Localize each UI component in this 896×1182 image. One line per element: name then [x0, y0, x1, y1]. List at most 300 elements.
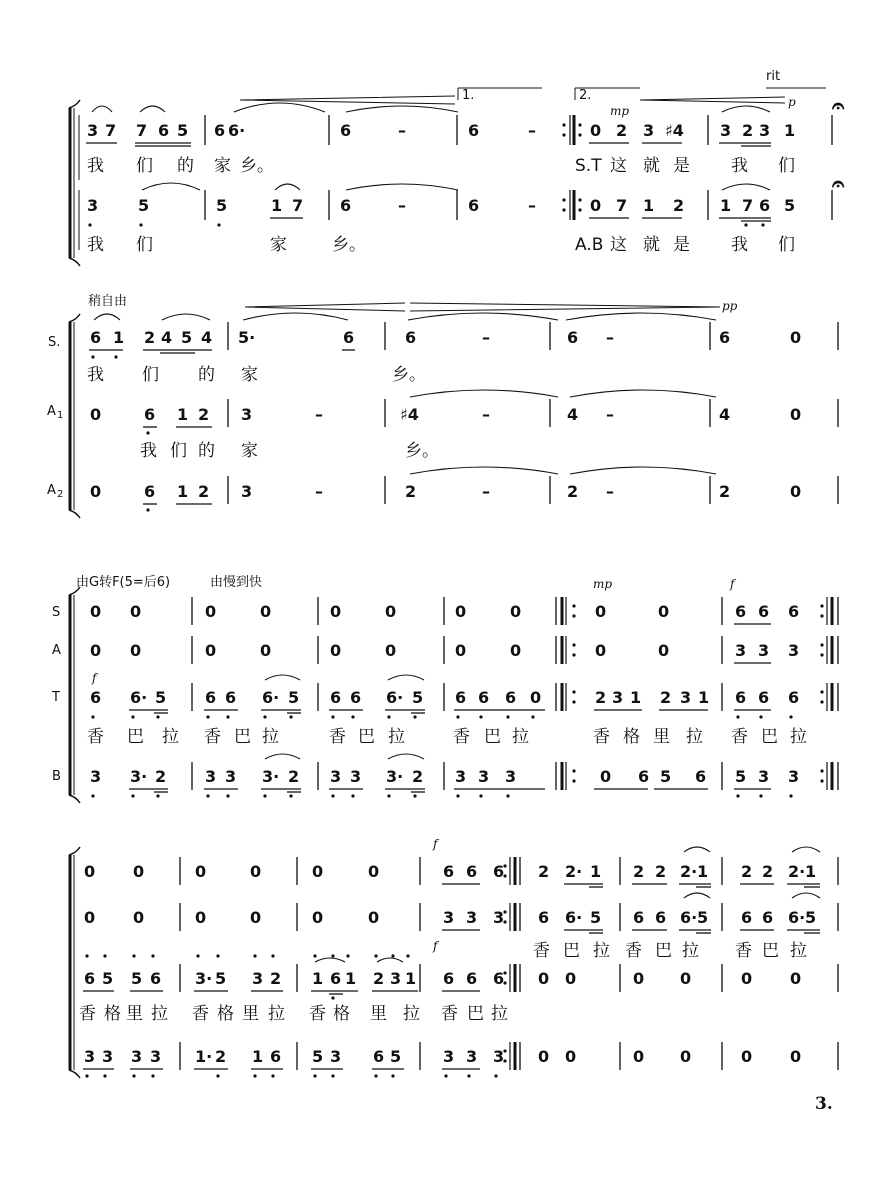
jianpu-note: 6·	[386, 688, 404, 707]
octave-dot	[289, 715, 292, 718]
jianpu-note: 3	[612, 688, 624, 707]
jianpu-note: 0	[130, 641, 142, 660]
octave-dot	[91, 715, 94, 718]
jianpu-note: 2·	[680, 862, 698, 881]
octave-dot	[789, 715, 792, 718]
octave-dot	[331, 954, 334, 957]
repeat-dot	[578, 133, 581, 136]
lyric-char: 家	[270, 235, 287, 255]
jianpu-note: 6	[373, 1047, 385, 1066]
jianpu-note: 3	[205, 767, 217, 786]
slur	[684, 847, 710, 852]
jianpu-note: 5	[390, 1047, 402, 1066]
jianpu-note: ♯4	[400, 405, 419, 424]
lyric-char: 乡。	[405, 441, 439, 461]
jianpu-note: 0	[510, 602, 522, 621]
jianpu-note: 6·	[680, 908, 698, 927]
repeat-dot	[562, 123, 565, 126]
repeat-dot	[572, 604, 575, 607]
lyric-char: 们	[778, 235, 795, 255]
lyric-char: 拉	[388, 727, 405, 747]
jianpu-note: 0	[538, 969, 550, 988]
lyric-char: 香	[329, 727, 346, 747]
octave-dot	[331, 715, 334, 718]
jianpu-note: 3	[87, 121, 99, 140]
lyric-char: 拉	[790, 941, 807, 961]
jianpu-note: 0	[455, 602, 467, 621]
bracket-hook	[69, 510, 80, 518]
jianpu-note: 0	[133, 862, 145, 881]
jianpu-note: 5	[590, 908, 602, 927]
jianpu-note: 6	[443, 969, 455, 988]
octave-dot	[88, 223, 91, 226]
jianpu-note: –	[528, 196, 536, 215]
jianpu-note: 3	[225, 767, 237, 786]
jianpu-note: 0	[84, 862, 96, 881]
octave-dot	[736, 794, 739, 797]
octave-dot	[406, 954, 409, 957]
jianpu-note: –	[482, 482, 490, 501]
jianpu-note: 3	[788, 641, 800, 660]
slur	[94, 314, 120, 320]
decrescendo-hairpin	[410, 303, 720, 311]
tie	[570, 390, 716, 397]
lyric-char: 们	[142, 365, 159, 385]
jianpu-note: 7	[136, 121, 148, 140]
slur	[388, 675, 424, 680]
jianpu-note: 3	[443, 1047, 455, 1066]
lyric-char: 家	[241, 441, 258, 461]
lyric-char: 巴	[655, 941, 672, 961]
lyric-char: 拉	[682, 941, 699, 961]
octave-dot	[313, 954, 316, 957]
jianpu-note: 6	[466, 862, 478, 881]
slur	[722, 106, 770, 112]
octave-dot	[374, 1074, 377, 1077]
octave-dot	[263, 715, 266, 718]
jianpu-note: 6·	[228, 121, 246, 140]
lyric-char: S.T	[575, 156, 602, 176]
lyric-char: 里	[126, 1004, 143, 1024]
octave-dot	[387, 794, 390, 797]
slur	[792, 847, 820, 852]
jianpu-note: 3	[735, 641, 747, 660]
repeat-dot	[562, 133, 565, 136]
slur	[388, 754, 424, 759]
lyric-char: 格	[217, 1004, 234, 1024]
lyric-char: 的	[198, 441, 215, 461]
jianpu-note: 0	[658, 641, 670, 660]
lyric-char: 巴	[127, 727, 144, 747]
lyric-char: 就	[643, 156, 660, 176]
jianpu-note: 0	[195, 862, 207, 881]
crescendo-hairpin	[640, 97, 785, 103]
jianpu-note: 1	[590, 862, 602, 881]
jianpu-note: 5	[288, 688, 300, 707]
jianpu-note: 2·	[788, 862, 806, 881]
jianpu-note: 6	[150, 969, 162, 988]
octave-dot	[253, 954, 256, 957]
lyric-char: 就	[643, 235, 660, 255]
lyric-char: 我	[87, 235, 104, 255]
jianpu-note: 6	[633, 908, 645, 927]
octave-dot	[374, 954, 377, 957]
jianpu-note: 6	[443, 862, 455, 881]
jianpu-note: 6	[144, 405, 156, 424]
jianpu-note: 4	[567, 405, 579, 424]
repeat-dot	[820, 779, 823, 782]
jianpu-note: 0	[250, 862, 262, 881]
jianpu-note: 6·	[565, 908, 583, 927]
lyric-char: 香	[453, 727, 470, 747]
lyric-char: 这	[610, 156, 627, 176]
jianpu-note: 6	[214, 121, 226, 140]
octave-dot	[506, 794, 509, 797]
lyric-char: 香	[204, 727, 221, 747]
repeat-dot	[572, 614, 575, 617]
jianpu-note: 2	[595, 688, 607, 707]
dynamic-f: f	[730, 577, 735, 591]
jianpu-note: 3	[466, 1047, 478, 1066]
jianpu-note: 7	[292, 196, 304, 215]
jianpu-note: 2	[270, 969, 282, 988]
jianpu-note: 1	[177, 405, 189, 424]
jianpu-note: 0	[312, 908, 324, 927]
jianpu-note: 3	[505, 767, 517, 786]
jianpu-note: 3·	[386, 767, 404, 786]
jianpu-note: 6	[205, 688, 217, 707]
jianpu-note: 0	[680, 1047, 692, 1066]
jianpu-note: 0	[530, 688, 542, 707]
jianpu-note: 0	[330, 602, 342, 621]
lyric-char: 这	[610, 235, 627, 255]
repeat-dot	[578, 123, 581, 126]
lyric-char: 拉	[593, 941, 610, 961]
jianpu-note: 5	[215, 969, 227, 988]
jianpu-note: 0	[312, 862, 324, 881]
jianpu-note: 0	[741, 969, 753, 988]
octave-dot	[132, 1074, 135, 1077]
octave-dot	[744, 223, 747, 226]
jianpu-note: 6	[158, 121, 170, 140]
jianpu-note: 6	[758, 688, 770, 707]
octave-dot	[271, 954, 274, 957]
lyric-char: 格	[333, 1004, 350, 1024]
octave-dot	[313, 1074, 316, 1077]
jianpu-note: 0	[205, 602, 217, 621]
jianpu-note: 0	[260, 641, 272, 660]
jianpu-note: 6	[340, 196, 352, 215]
octave-dot	[531, 715, 534, 718]
tie	[142, 183, 200, 190]
jianpu-note: 2	[741, 862, 753, 881]
jianpu-note: 6	[340, 121, 352, 140]
jianpu-note: 5	[412, 688, 424, 707]
bracket-hook	[69, 1070, 80, 1078]
jianpu-note: 1	[697, 862, 709, 881]
jianpu-note: 3·	[195, 969, 213, 988]
jianpu-note: 6	[90, 328, 102, 347]
repeat-dot	[572, 779, 575, 782]
jianpu-note: 6	[468, 121, 480, 140]
jianpu-note: 2	[288, 767, 300, 786]
jianpu-note: –	[482, 405, 490, 424]
jianpu-note: 6	[84, 969, 96, 988]
octave-dot	[759, 794, 762, 797]
octave-dot	[217, 223, 220, 226]
octave-dot	[253, 1074, 256, 1077]
slur	[140, 106, 165, 112]
octave-dot	[156, 715, 159, 718]
repeat-dot	[820, 614, 823, 617]
bracket-hook	[69, 100, 80, 108]
octave-dot	[156, 794, 159, 797]
jianpu-note: 1	[805, 862, 817, 881]
jianpu-note: –	[398, 196, 406, 215]
lyric-char: 香	[735, 941, 752, 961]
lyric-char: 巴	[761, 727, 778, 747]
dynamic-mp: mp	[610, 104, 630, 118]
octave-dot	[91, 355, 94, 358]
jianpu-note: 0	[790, 1047, 802, 1066]
dynamic-f: f	[92, 671, 97, 685]
jianpu-note: 2	[538, 862, 550, 881]
octave-dot	[85, 1074, 88, 1077]
jianpu-note: 7	[616, 196, 628, 215]
jianpu-note: 0	[260, 602, 272, 621]
slur	[265, 754, 300, 759]
octave-dot	[206, 794, 209, 797]
jianpu-note: 1	[405, 969, 417, 988]
lyric-char: 乡。	[240, 156, 274, 176]
jianpu-note: 3	[455, 767, 467, 786]
jianpu-note: 2	[719, 482, 731, 501]
lyric-char: 拉	[268, 1004, 285, 1024]
jianpu-note: 5	[660, 767, 672, 786]
repeat-dot	[562, 198, 565, 201]
octave-dot	[132, 954, 135, 957]
jianpu-note: 1	[630, 688, 642, 707]
jianpu-note: 5	[312, 1047, 324, 1066]
dynamic-f: f	[433, 939, 438, 953]
lyric-char: 里	[370, 1004, 387, 1024]
jianpu-note: 2	[405, 482, 417, 501]
jianpu-note: 5	[177, 121, 189, 140]
jianpu-note: 5	[805, 908, 817, 927]
jianpu-note: 0	[130, 602, 142, 621]
jianpu-note: 3	[241, 482, 253, 501]
jianpu-note: 2	[762, 862, 774, 881]
lyric-char: 香	[625, 941, 642, 961]
slur	[275, 184, 300, 190]
octave-dot	[351, 794, 354, 797]
slur	[722, 184, 770, 190]
jianpu-note: 6	[493, 862, 505, 881]
jianpu-note: 6	[638, 767, 650, 786]
lyric-char: 巴	[234, 727, 251, 747]
octave-dot	[151, 1074, 154, 1077]
jianpu-note: 3·	[262, 767, 280, 786]
jianpu-note: 6	[405, 328, 417, 347]
jianpu-note: 0	[455, 641, 467, 660]
octave-dot	[467, 1074, 470, 1077]
jianpu-note: 2	[144, 328, 156, 347]
repeat-dot	[820, 653, 823, 656]
jianpu-note: 0	[368, 862, 380, 881]
jianpu-note: 3	[680, 688, 692, 707]
jianpu-note: 6	[90, 688, 102, 707]
voice-label-s: S.	[48, 335, 61, 350]
volta-1-label: 1.	[462, 88, 475, 103]
jianpu-note: 3	[720, 121, 732, 140]
slur	[162, 314, 210, 320]
jianpu-note: 0	[600, 767, 612, 786]
jianpu-note: 3	[493, 1047, 505, 1066]
tie	[408, 313, 558, 320]
jianpu-note: 6	[719, 328, 731, 347]
repeat-dot	[820, 700, 823, 703]
jianpu-note: –	[528, 121, 536, 140]
jianpu-note: 6	[567, 328, 579, 347]
voice-label-a2-sub: 2	[57, 489, 64, 500]
repeat-dot	[578, 198, 581, 201]
lyric-char: 巴	[563, 941, 580, 961]
slur	[265, 675, 300, 680]
jianpu-note: 3	[493, 908, 505, 927]
fermata-icon: 𝄐	[832, 172, 845, 197]
lyric-char: 巴	[358, 727, 375, 747]
jianpu-note: 0	[595, 602, 607, 621]
jianpu-note: 0	[510, 641, 522, 660]
jianpu-note: 2	[567, 482, 579, 501]
jianpu-note: 3	[390, 969, 402, 988]
lyric-char: 乡。	[392, 365, 426, 385]
jianpu-note: 3	[90, 767, 102, 786]
dynamic-mp: mp	[593, 577, 613, 591]
jianpu-note: 6	[759, 196, 771, 215]
jianpu-note: 0	[250, 908, 262, 927]
slur	[792, 893, 820, 898]
lyric-char: 是	[673, 235, 690, 255]
jianpu-note: 6	[538, 908, 550, 927]
jianpu-note: 0	[385, 602, 397, 621]
jianpu-note: 2	[198, 482, 210, 501]
jianpu-note: 1	[271, 196, 283, 215]
octave-dot	[351, 715, 354, 718]
jianpu-note: 0	[90, 482, 102, 501]
jianpu-note: 1	[113, 328, 125, 347]
jianpu-note: 5	[697, 908, 709, 927]
jianpu-note: 3	[759, 121, 771, 140]
octave-dot	[103, 1074, 106, 1077]
jianpu-note: 6	[466, 969, 478, 988]
jianpu-note: 2	[616, 121, 628, 140]
jianpu-note: 2·	[565, 862, 583, 881]
lyric-char: 们	[170, 441, 187, 461]
jianpu-note: 2	[660, 688, 672, 707]
octave-dot	[331, 1074, 334, 1077]
tie	[410, 390, 558, 397]
jianpu-note: 0	[790, 969, 802, 988]
jianpu-note: 0	[741, 1047, 753, 1066]
octave-dot	[331, 996, 334, 999]
octave-dot	[289, 794, 292, 797]
jianpu-note: 3	[350, 767, 362, 786]
octave-dot	[216, 954, 219, 957]
voice-label-a2: A	[47, 483, 56, 498]
jianpu-note: –	[606, 328, 614, 347]
lyric-char: 我	[731, 235, 748, 255]
jianpu-note: –	[482, 328, 490, 347]
jianpu-note: 5	[216, 196, 228, 215]
jianpu-note: 0	[790, 405, 802, 424]
jianpu-note: 6	[330, 969, 342, 988]
repeat-dot	[572, 690, 575, 693]
jianpu-note: 6	[455, 688, 467, 707]
jianpu-note: 2	[412, 767, 424, 786]
octave-dot	[494, 1074, 497, 1077]
lyric-char: 家	[241, 365, 258, 385]
jianpu-note: 1	[720, 196, 732, 215]
jianpu-note: 6	[505, 688, 517, 707]
bracket-hook	[69, 258, 80, 266]
jianpu-note: 0	[790, 328, 802, 347]
jianpu-note: 3	[443, 908, 455, 927]
octave-dot	[506, 715, 509, 718]
bracket-hook	[69, 314, 80, 322]
jianpu-note: –	[398, 121, 406, 140]
octave-dot	[196, 954, 199, 957]
jianpu-note: –	[606, 405, 614, 424]
jianpu-note: 3	[330, 767, 342, 786]
voice-label-a1-sub: 1	[57, 410, 64, 421]
octave-dot	[413, 794, 416, 797]
octave-dot	[226, 715, 229, 718]
jianpu-note: 2	[673, 196, 685, 215]
jianpu-note: 0	[90, 602, 102, 621]
tie	[243, 313, 348, 320]
jianpu-note: 5	[181, 328, 193, 347]
repeat-dot	[578, 208, 581, 211]
octave-dot	[479, 715, 482, 718]
octave-dot	[444, 1074, 447, 1077]
repeat-dot	[562, 208, 565, 211]
jianpu-note: 6	[350, 688, 362, 707]
lyric-char: 拉	[790, 727, 807, 747]
lyric-char: 香	[731, 727, 748, 747]
bracket-hook	[69, 795, 80, 803]
jianpu-note: 0	[790, 482, 802, 501]
octave-dot	[736, 715, 739, 718]
jianpu-note: 6	[741, 908, 753, 927]
jianpu-note: 0	[84, 908, 96, 927]
jianpu-note: 6	[330, 688, 342, 707]
lyric-char: 香	[79, 1004, 96, 1024]
jianpu-note: 2	[655, 862, 667, 881]
jianpu-note: 0	[565, 969, 577, 988]
jianpu-note: –	[606, 482, 614, 501]
jianpu-note: 0	[205, 641, 217, 660]
jianpu-note: 3	[788, 767, 800, 786]
slur	[684, 893, 710, 898]
lyric-char: 家	[214, 156, 231, 176]
octave-dot	[456, 715, 459, 718]
lyric-char: 我	[87, 365, 104, 385]
jianpu-note: 2	[215, 1047, 227, 1066]
lyric-char: 们	[778, 156, 795, 176]
jianpu-note: 6	[735, 688, 747, 707]
tie	[346, 184, 458, 190]
